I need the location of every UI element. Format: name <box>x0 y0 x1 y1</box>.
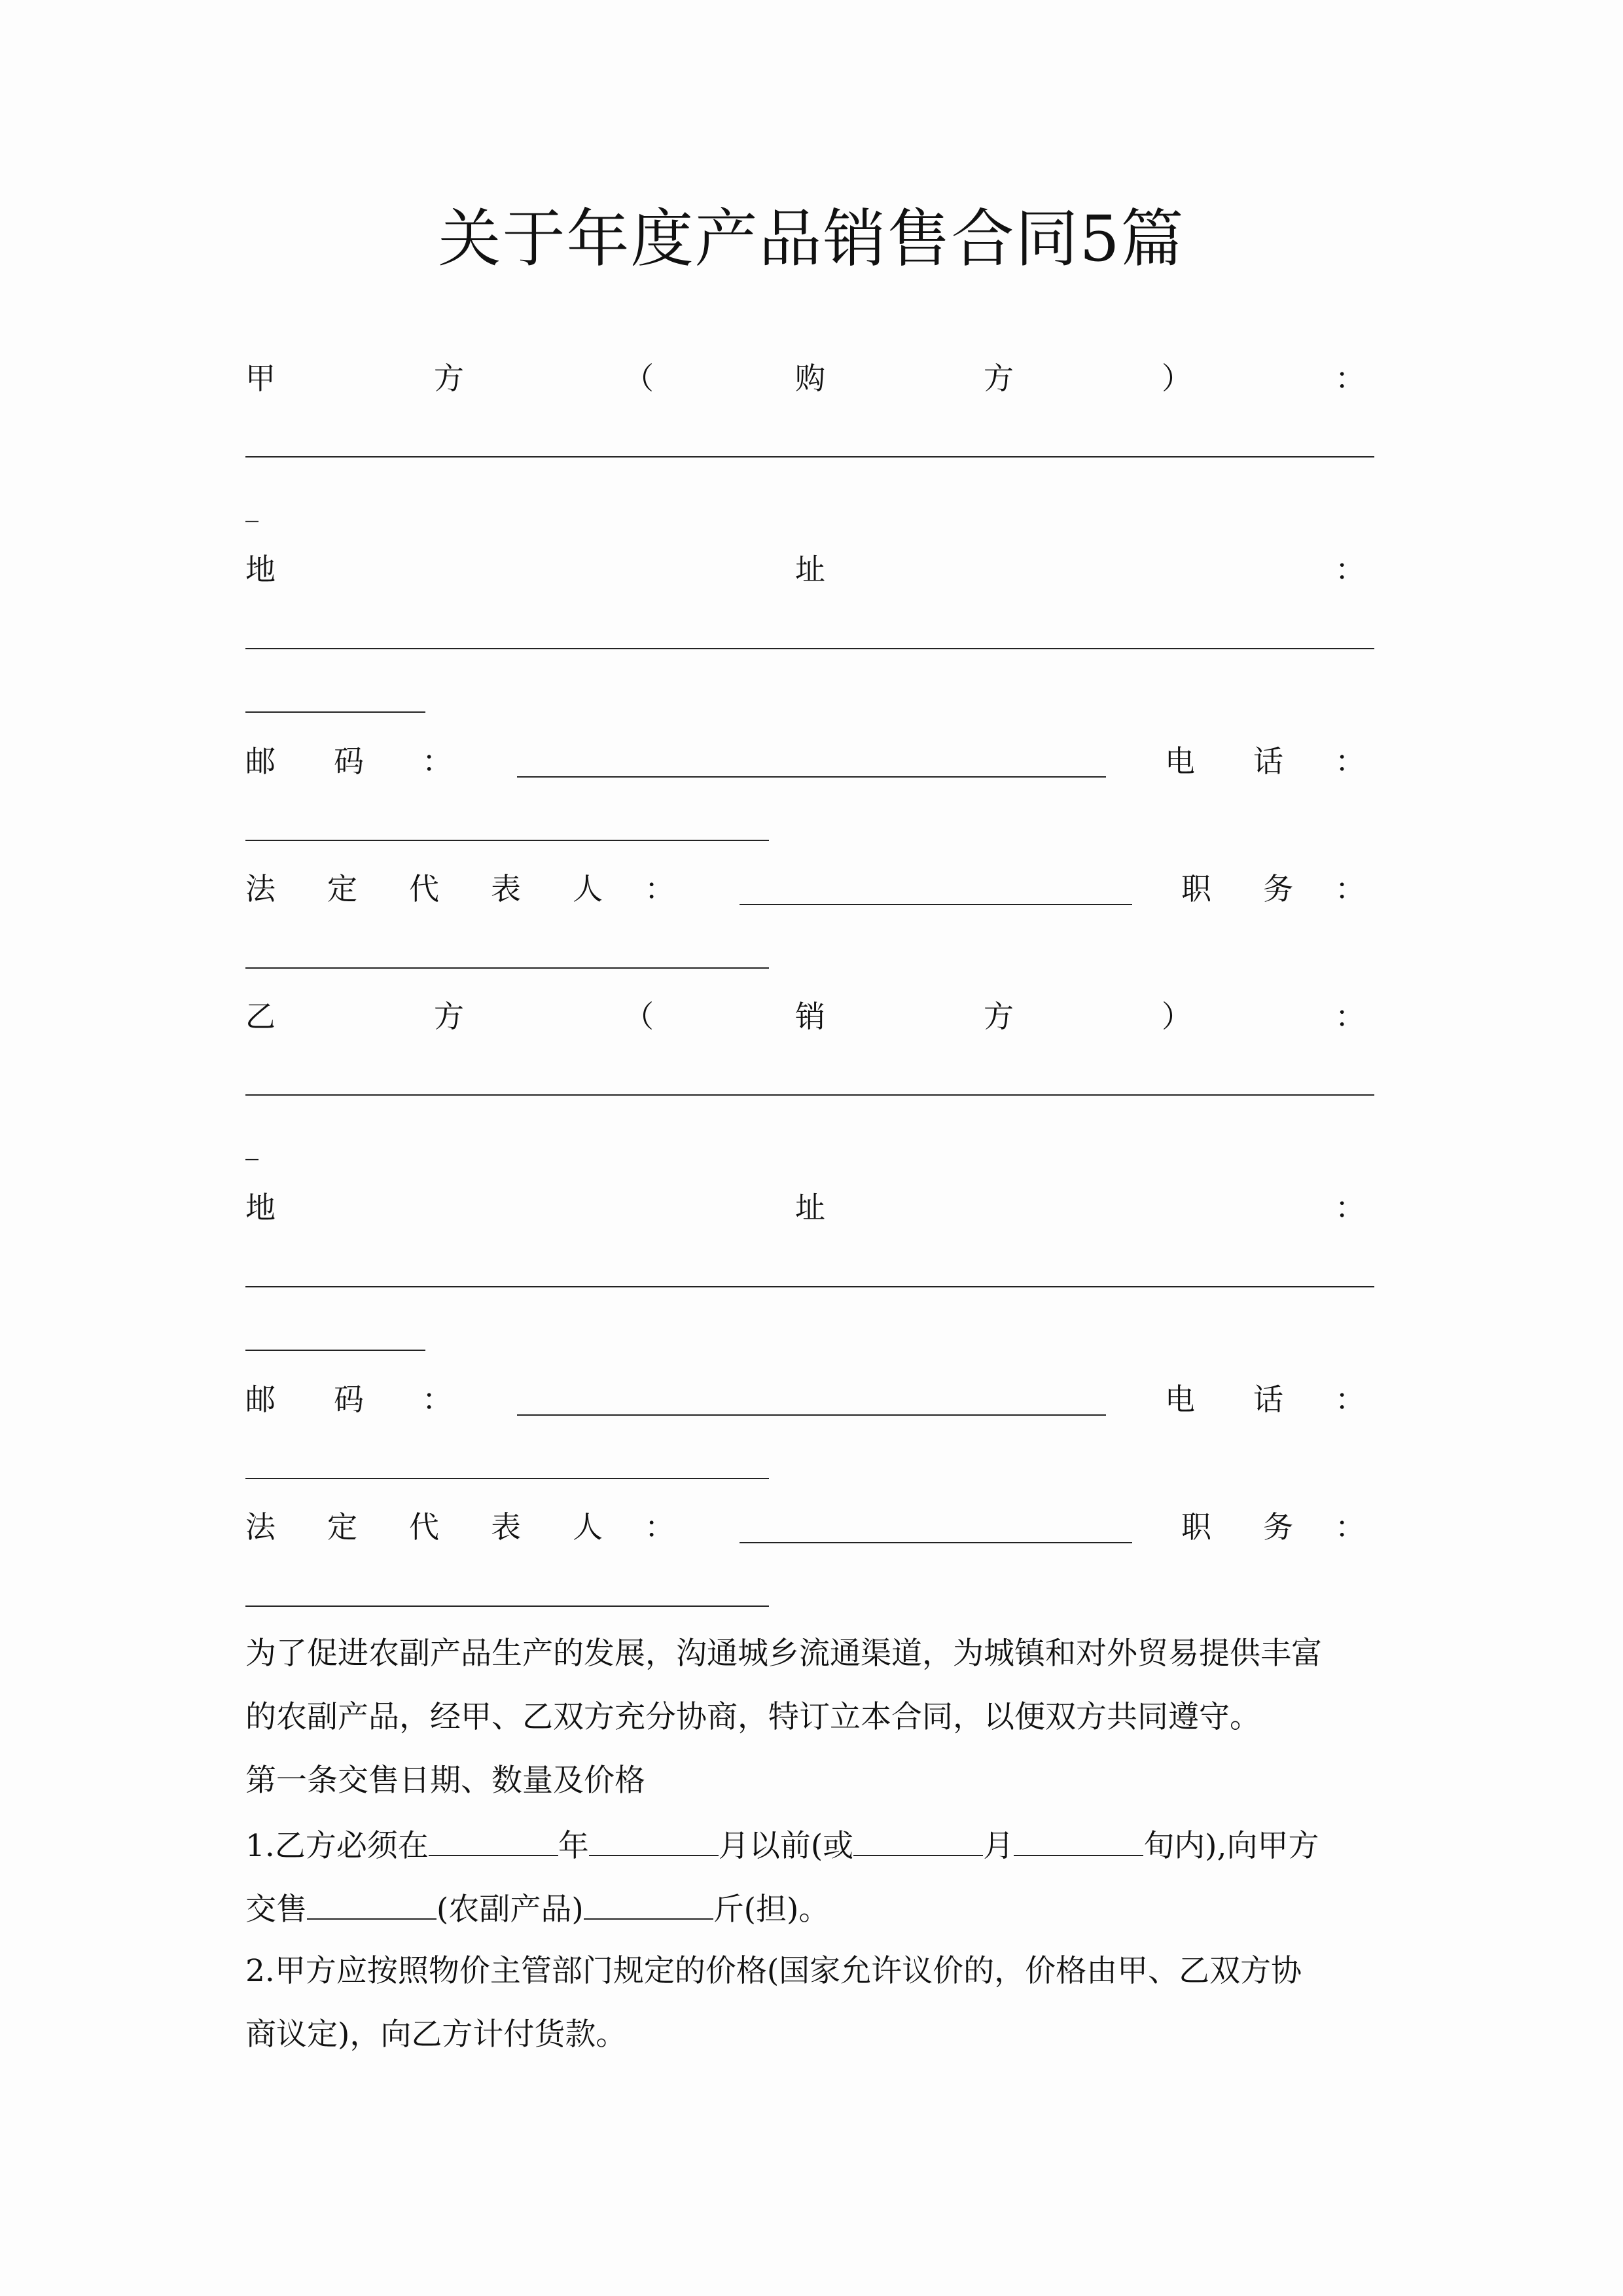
clause-1-line-2 <box>245 1888 1378 1929</box>
article-1-heading: 第一条交售日期、数量及价格 <box>245 1763 645 1799</box>
party-a-legal-rep-char: 人 <box>573 871 603 906</box>
party-b-phone-char: 电 <box>1165 1382 1195 1417</box>
party-a-postcode-char: ： <box>422 744 452 779</box>
party-a-legal-rep-char: 表 <box>491 871 521 906</box>
year-blank[interactable] <box>429 1825 558 1856</box>
party-b-legal-rep-char: 法 <box>245 1509 276 1545</box>
party-b-postcode-char: 码 <box>334 1382 364 1417</box>
product-blank[interactable] <box>307 1888 437 1920</box>
party-a-postcode-field[interactable] <box>517 776 1106 778</box>
clause-1-text: 月 <box>983 1828 1014 1864</box>
party-b-phone-char: ： <box>1335 1382 1365 1417</box>
party-b-postcode-char: ： <box>422 1382 452 1417</box>
clause-1-text: 旬内),向甲方 <box>1143 1828 1319 1864</box>
party-a-header-char: ） <box>1162 361 1192 396</box>
party-a-address-line[interactable] <box>245 648 1374 649</box>
party-b-legal-rep-char: ： <box>645 1509 675 1545</box>
party-a-phone-char: 话 <box>1253 744 1283 779</box>
party-b-phone-field[interactable] <box>245 1478 769 1479</box>
clause-1-text: 年 <box>558 1828 589 1864</box>
party-a-postcode-char: 邮 <box>245 744 276 779</box>
clause-1-text: 斤(担)。 <box>713 1892 830 1928</box>
party-b-address-char: ： <box>1335 1190 1365 1225</box>
document-title: 关于年度产品销售合同5篇 <box>438 202 1185 276</box>
party-a-header-char: 购 <box>795 361 825 396</box>
party-a-header-char: （ <box>624 361 654 396</box>
party-b-position-field[interactable] <box>245 1605 769 1607</box>
party-b-address-char: 址 <box>795 1190 825 1225</box>
clause-1-text: 月以前(或 <box>718 1828 854 1864</box>
party-b-legal-rep-char: 表 <box>491 1509 521 1545</box>
clause-1-line-1 <box>245 1825 1378 1866</box>
party-a-address-label <box>245 550 1374 589</box>
party-a-position-field[interactable] <box>245 967 769 969</box>
party-b-header-char: 方 <box>984 999 1014 1034</box>
party-b-header-char: 销 <box>795 999 825 1034</box>
party-b-header-char: 乙 <box>245 999 276 1034</box>
party-a-header <box>245 359 1374 398</box>
clause-1-text: 交售 <box>245 1892 307 1928</box>
party-b-legal-rep-field[interactable] <box>740 1542 1132 1543</box>
period-blank[interactable] <box>1014 1825 1143 1856</box>
month-blank[interactable] <box>589 1825 719 1856</box>
party-b-address-label <box>245 1188 1374 1227</box>
party-b-address-char: 地 <box>245 1190 276 1225</box>
party-b-phone-char: 话 <box>1253 1382 1283 1417</box>
party-b-header <box>245 997 1374 1036</box>
preamble-line-2: 的农副产品，经甲、乙双方充分协商，特订立本合同，以便双方共同遵守。 <box>245 1699 1260 1735</box>
party-a-address-char: 址 <box>795 552 825 587</box>
clause-1-text: 1.乙方必须在 <box>245 1828 429 1864</box>
party-b-header-char: ： <box>1335 999 1365 1034</box>
party-a-address-char: ： <box>1335 552 1365 587</box>
party-b-address-line[interactable] <box>245 1286 1374 1287</box>
party-b-stray-mark: _ <box>245 1130 259 1160</box>
party-a-legal-rep-char: 定 <box>327 871 357 906</box>
alt-month-blank[interactable] <box>853 1825 983 1856</box>
party-a-header-char: 甲 <box>245 361 276 396</box>
party-b-legal-rep-row <box>245 1507 1374 1547</box>
party-b-legal-rep-char: 人 <box>573 1509 603 1545</box>
party-a-position-char: 职 <box>1181 871 1211 906</box>
party-b-legal-rep-char: 定 <box>327 1509 357 1545</box>
party-a-phone-char: ： <box>1335 744 1365 779</box>
party-a-header-char: ： <box>1335 361 1365 396</box>
party-a-stray-mark: _ <box>245 492 259 522</box>
party-a-postcode-phone-row <box>245 742 1374 781</box>
party-a-legal-rep-char: 代 <box>409 871 439 906</box>
party-b-header-char: ） <box>1162 999 1192 1034</box>
party-b-postcode-field[interactable] <box>517 1414 1106 1416</box>
clause-2-line-2: 商议定)，向乙方计付货款。 <box>245 2017 627 2053</box>
party-a-legal-rep-field[interactable] <box>740 904 1132 905</box>
party-a-legal-rep-char: 法 <box>245 871 276 906</box>
party-a-phone-char: 电 <box>1165 744 1195 779</box>
party-b-postcode-phone-row <box>245 1380 1374 1419</box>
quantity-blank[interactable] <box>584 1888 713 1920</box>
party-a-legal-rep-row <box>245 869 1374 908</box>
party-a-postcode-char: 码 <box>334 744 364 779</box>
party-b-legal-rep-char: 代 <box>409 1509 439 1545</box>
party-a-position-char: 务 <box>1263 871 1293 906</box>
party-a-header-char: 方 <box>984 361 1014 396</box>
party-a-address-line-cont[interactable] <box>245 711 425 713</box>
party-b-position-char: 务 <box>1263 1509 1293 1545</box>
party-a-phone-field[interactable] <box>245 840 769 841</box>
party-b-position-char: ： <box>1335 1509 1365 1545</box>
party-a-name-line[interactable] <box>245 456 1374 457</box>
party-b-postcode-char: 邮 <box>245 1382 276 1417</box>
party-a-legal-rep-char: ： <box>645 871 675 906</box>
party-b-header-char: （ <box>624 999 654 1034</box>
party-b-address-line-cont[interactable] <box>245 1350 425 1351</box>
party-a-position-char: ： <box>1335 871 1365 906</box>
party-b-name-line[interactable] <box>245 1094 1374 1096</box>
preamble-line-1: 为了促进农副产品生产的发展，沟通城乡流通渠道，为城镇和对外贸易提供丰富 <box>245 1636 1322 1672</box>
party-b-position-char: 职 <box>1181 1509 1211 1545</box>
party-a-address-char: 地 <box>245 552 276 587</box>
clause-2-line-1: 2.甲方应按照物价主管部门规定的价格(国家允许议价的，价格由甲、乙双方协 <box>245 1953 1302 1989</box>
party-a-header-char: 方 <box>434 361 464 396</box>
clause-1-text: (农副产品) <box>437 1892 584 1928</box>
party-b-header-char: 方 <box>434 999 464 1034</box>
